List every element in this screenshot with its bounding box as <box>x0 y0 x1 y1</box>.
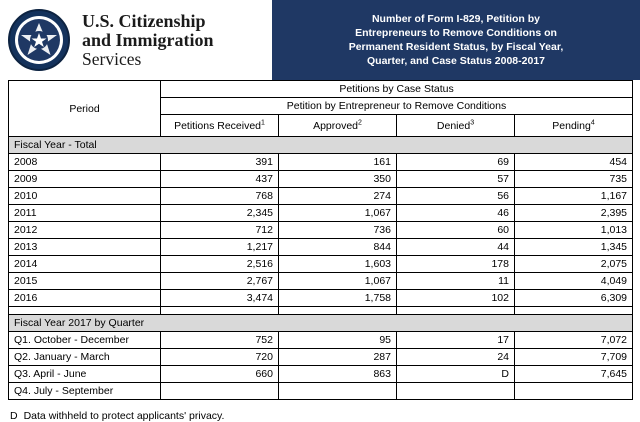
row-period: Q4. July - September <box>9 383 161 400</box>
cell-pending: 1,167 <box>515 188 633 205</box>
cell-received: 437 <box>161 171 279 188</box>
cell-denied: 56 <box>397 188 515 205</box>
cell-received: 752 <box>161 332 279 349</box>
cell-received: 3,474 <box>161 290 279 307</box>
cell-pending: 7,645 <box>515 366 633 383</box>
cell-pending: 454 <box>515 154 633 171</box>
row-period: Q1. October - December <box>9 332 161 349</box>
report-title-banner <box>272 0 640 80</box>
section-title-fiscal-year-2017: Fiscal Year 2017 by Quarter <box>9 315 633 332</box>
column-header-pending: Pending$^4$ <box>515 115 633 137</box>
cell-received: 712 <box>161 222 279 239</box>
table-header-group-row <box>9 81 633 98</box>
cell-denied <box>397 383 515 400</box>
cell-approved: 287 <box>279 349 397 366</box>
table-row <box>9 273 633 290</box>
cell-approved: 1,067 <box>279 273 397 290</box>
dhs-seal-icon <box>8 9 70 71</box>
footnote-text: Data withheld to protect applicants' privacy. <box>23 410 225 422</box>
cell-approved: 736 <box>279 222 397 239</box>
row-period: 2012 <box>9 222 161 239</box>
table-row <box>9 349 633 366</box>
cell-approved: 844 <box>279 239 397 256</box>
row-period: 2016 <box>9 290 161 307</box>
row-period: Q2. January - March <box>9 349 161 366</box>
footnote-code: D <box>10 410 18 422</box>
row-period: 2014 <box>9 256 161 273</box>
column-header-received: Petitions Received$^1$ <box>161 115 279 137</box>
cell-received: 2,516 <box>161 256 279 273</box>
cell-approved: 863 <box>279 366 397 383</box>
cell-pending: 735 <box>515 171 633 188</box>
cell-approved: 350 <box>279 171 397 188</box>
cell-pending: 7,072 <box>515 332 633 349</box>
cell-approved: 1,603 <box>279 256 397 273</box>
section-header-row <box>9 315 633 332</box>
table-row <box>9 171 633 188</box>
cell-denied: 102 <box>397 290 515 307</box>
table-row <box>9 366 633 383</box>
cell-denied: 24 <box>397 349 515 366</box>
table-row <box>9 205 633 222</box>
cell-pending: 4,049 <box>515 273 633 290</box>
column-sub-header: Petition by Entrepreneur to Remove Conditions <box>161 98 633 115</box>
cell-denied: 11 <box>397 273 515 290</box>
table-row <box>9 188 633 205</box>
cell-approved: 161 <box>279 154 397 171</box>
table-row <box>9 239 633 256</box>
cell-received: 1,217 <box>161 239 279 256</box>
table-row <box>9 222 633 239</box>
table-row <box>9 332 633 349</box>
agency-name <box>82 12 214 69</box>
cell-denied: 69 <box>397 154 515 171</box>
cell-pending: 7,709 <box>515 349 633 366</box>
table-row <box>9 154 633 171</box>
page-header <box>0 0 640 80</box>
table-spacer-row <box>9 307 633 315</box>
column-header-denied: Denied$^3$ <box>397 115 515 137</box>
footnote <box>10 410 632 422</box>
cell-pending <box>515 383 633 400</box>
report-title-line3: Permanent Resident Status, by Fiscal Year, <box>348 41 564 53</box>
petitions-table <box>8 80 633 400</box>
row-period: 2013 <box>9 239 161 256</box>
agency-name-line3: Services <box>82 48 142 69</box>
row-period: 2011 <box>9 205 161 222</box>
cell-approved: 1,067 <box>279 205 397 222</box>
cell-pending: 6,309 <box>515 290 633 307</box>
cell-denied: 46 <box>397 205 515 222</box>
cell-pending: 2,075 <box>515 256 633 273</box>
cell-approved: 95 <box>279 332 397 349</box>
agency-branding <box>0 0 272 80</box>
row-period: 2008 <box>9 154 161 171</box>
row-period: 2010 <box>9 188 161 205</box>
agency-name-line1: U.S. Citizenship <box>82 10 206 31</box>
cell-approved: 1,758 <box>279 290 397 307</box>
row-period: 2015 <box>9 273 161 290</box>
report-title-line2: Entrepreneurs to Remove Conditions on <box>355 27 557 39</box>
cell-approved: 274 <box>279 188 397 205</box>
cell-denied: 17 <box>397 332 515 349</box>
cell-received: 2,767 <box>161 273 279 290</box>
cell-approved <box>279 383 397 400</box>
section-title-fiscal-year-total: Fiscal Year - Total <box>9 137 633 154</box>
cell-pending: 1,013 <box>515 222 633 239</box>
cell-denied: D <box>397 366 515 383</box>
cell-denied: 178 <box>397 256 515 273</box>
column-header-approved: Approved$^2$ <box>279 115 397 137</box>
cell-received <box>161 383 279 400</box>
agency-name-line2: and Immigration <box>82 29 214 50</box>
cell-received: 2,345 <box>161 205 279 222</box>
cell-pending: 2,395 <box>515 205 633 222</box>
cell-denied: 57 <box>397 171 515 188</box>
cell-pending: 1,345 <box>515 239 633 256</box>
report-title-line4: Quarter, and Case Status 2008-2017 <box>366 55 545 67</box>
cell-received: 391 <box>161 154 279 171</box>
section-header-row <box>9 137 633 154</box>
column-group-header: Petitions by Case Status <box>161 81 633 98</box>
cell-received: 720 <box>161 349 279 366</box>
table-row <box>9 290 633 307</box>
row-period: 2009 <box>9 171 161 188</box>
table-row <box>9 383 633 400</box>
cell-received: 768 <box>161 188 279 205</box>
table-row <box>9 256 633 273</box>
report-title-line1: Number of Form I-829, Petition by <box>371 13 540 25</box>
cell-denied: 60 <box>397 222 515 239</box>
cell-received: 660 <box>161 366 279 383</box>
row-period: Q3. April - June <box>9 366 161 383</box>
cell-denied: 44 <box>397 239 515 256</box>
column-header-period: Period <box>9 81 161 137</box>
